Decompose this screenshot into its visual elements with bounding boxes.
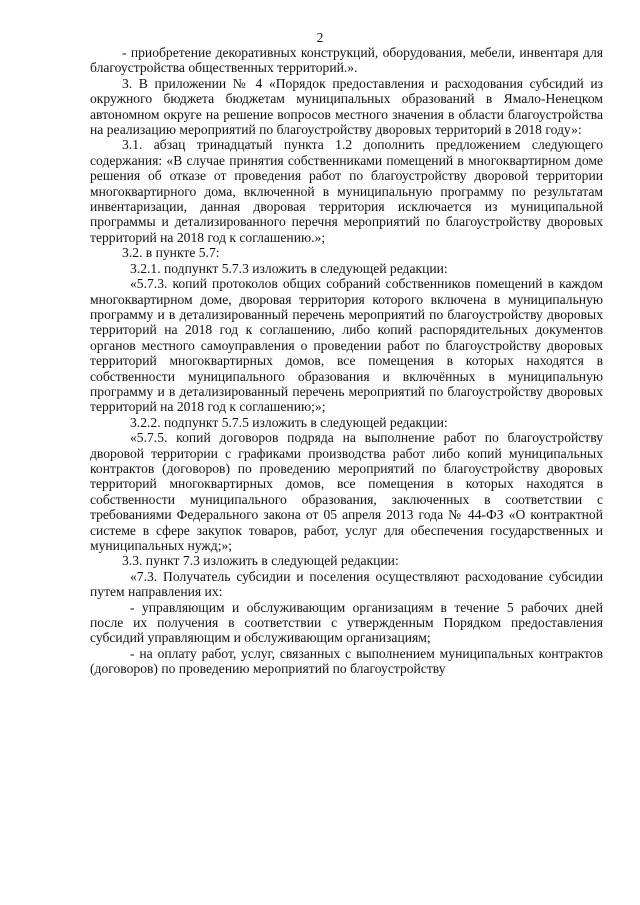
paragraph-3-3: 3.3. пункт 7.3 изложить в следующей редакции: — [122, 553, 399, 569]
paragraph-appendix-4: 3. В приложении № 4 «Порядок предоставления и расходования субсидий из окружного бюджета бюджетам муниципальных образований в Ямало-Ненецком автономном округе на решение вопросов местного значения в области благоустройства на реализацию мероприятий по благоустройству дворовых территорий в 2018 году»: — [90, 75, 603, 138]
paragraph-7-3: «7.3. Получатель субсидии и поселения осуществляют расходование субсидии путем направления их: — [90, 568, 603, 600]
document-body — [90, 45, 603, 677]
paragraph-management-orgs: - управляющим и обслуживающим организациям в течение 5 рабочих дней после их получения в соответствии с утвержденным Порядком предоставления субсидий управляющим и обслуживающим организациям; — [90, 599, 603, 646]
paragraph-3-1: 3.1. абзац тринадцатый пункта 1.2 дополнить предложением следующего содержания: «В случае принятия собственниками помещений в многоквартирном доме решения об отказе от проведения работ по благоустройству дворовой территории многоквартирного дома, включенной в муниципальную программу по результатам инвентаризации, данная дворовая территория исключается из муниципальной программы и детализированного перечня мероприятий по благоустройству дворовых территорий на 2018 год к соглашению.»; — [90, 137, 603, 245]
page-number: 2 — [316, 30, 324, 45]
paragraph-3-2: 3.2. в пункте 5.7: — [122, 245, 220, 261]
paragraph-5-7-5: «5.7.5. копий договоров подряда на выполнение работ по благоустройству дворовой территории с графиками производства работ либо копий муниципальных контрактов (договоров) по проведению мероприятий по благоустройству дворовых территорий многоквартирных домов, все помещения в которых находятся в собственности муниципального образования, заключенных в соответствии с требованиями Федерального закона от 05 апреля 2013 года № 44-ФЗ «О контрактной системе в сфере закупок товаров, работ, услуг для обеспечения государственных и муниципальных нужд;»; — [90, 430, 603, 553]
paragraph-3-2-1: 3.2.1. подпункт 5.7.3 изложить в следующей редакции: — [130, 260, 448, 276]
paragraph-decor-items: - приобретение декоративных конструкций, оборудования, мебели, инвентаря для благоустройства общественных территорий.». — [90, 45, 603, 76]
paragraph-5-7-3: «5.7.3. копий протоколов общих собраний собственников помещений в каждом многоквартирном доме, дворовая территория которого включена в муниципальную программу и в детализированный перечень мероприятий по благоустройству дворовых территорий на 2018 год к соглашению, либо копий распорядительных документов органов местного самоуправления о проведении работ по благоустройству дворовых территорий многоквартирных домов, все помещения в которых находятся в собственности муниципального образования и включённых в муниципальную программу и в детализированный перечень мероприятий по благоустройству дворовых территорий на 2018 год к соглашению;»; — [90, 276, 603, 415]
paragraph-payment-works: - на оплату работ, услуг, связанных с выполнением муниципальных контрактов (договоров) по проведению мероприятий по благоустройству — [90, 645, 603, 677]
paragraph-3-2-2: 3.2.2. подпункт 5.7.5 изложить в следующей редакции: — [130, 414, 448, 430]
